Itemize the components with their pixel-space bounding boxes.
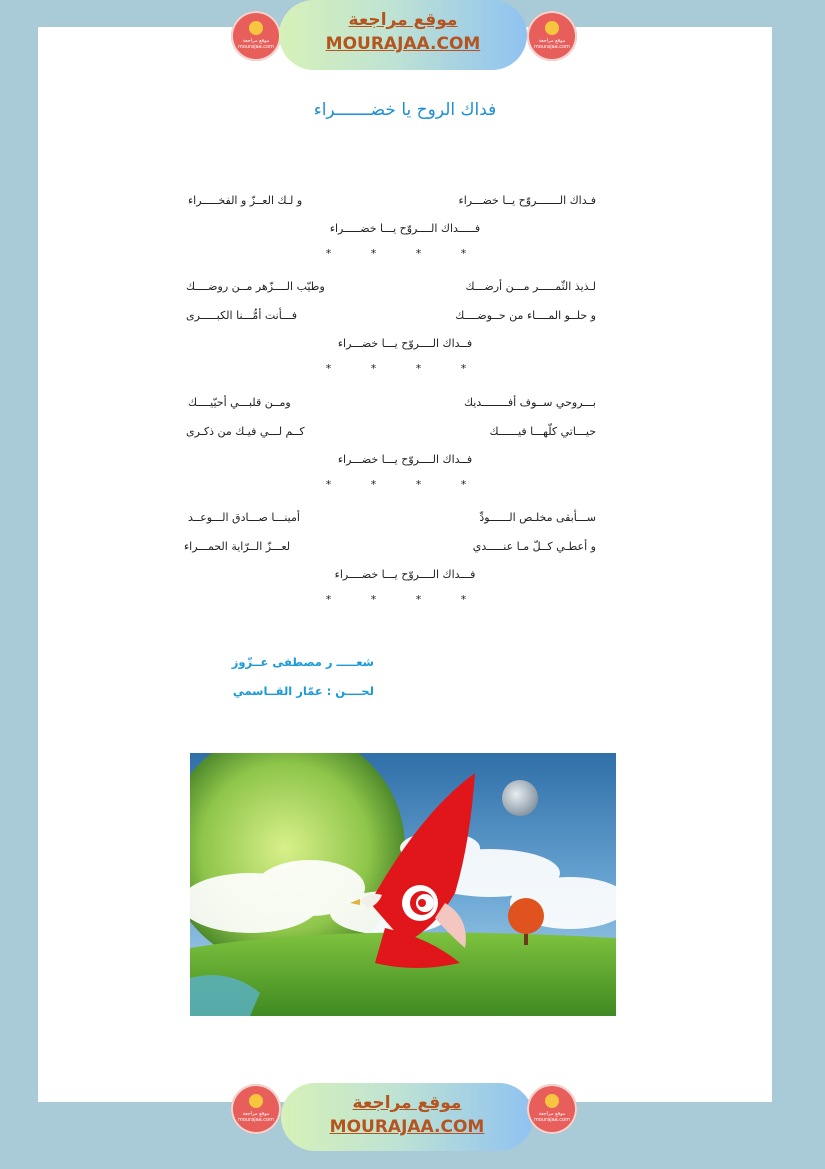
verse-right: ســـأبقى مخلـص الــــــودِّ — [479, 511, 596, 524]
refrain: فــداك الــــروّح يـــا خضـــراء — [337, 453, 473, 466]
document-page — [38, 10, 772, 1137]
site-name-en[interactable]: MOURAJAA.COM — [325, 34, 481, 54]
stanza-separator: * * * * — [325, 247, 485, 260]
site-banner-top[interactable] — [279, 0, 527, 70]
poem-title: فداك الروح يا خضـــــــراء — [313, 100, 497, 120]
site-logo-right-top[interactable] — [527, 11, 577, 61]
site-name-en[interactable]: MOURAJAA.COM — [329, 1117, 485, 1137]
logo-icon — [545, 1094, 559, 1108]
verse-left: لعـــزّ الــرّاية الحمـــراء — [184, 540, 291, 553]
logo-icon — [249, 1094, 263, 1108]
eagle-tunisian-flag-image — [190, 753, 616, 1016]
refrain: فـــداك الــــروّح يـــا خضــــراء — [334, 568, 476, 581]
logo-caption-ar: موقع مراجعة — [242, 1111, 270, 1117]
verse-right: و حلــو المــــاء من حــوضــــك — [455, 309, 596, 322]
logo-caption-en: mourajaa.com — [237, 44, 274, 50]
stanza-separator: * * * * — [325, 362, 485, 375]
verse-left: فـــأنت أمُّـــنا الكبـــــرى — [186, 309, 298, 322]
stanza-separator: * * * * — [325, 593, 485, 606]
site-logo-left-top[interactable] — [231, 11, 281, 61]
eagle-flag-illustration — [190, 753, 616, 1016]
site-logo-left-bottom[interactable] — [231, 1084, 281, 1134]
verse-right: فـداك الـــــــروّح يــا خضـــراء — [458, 194, 596, 207]
stanza-separator: * * * * — [325, 478, 485, 491]
logo-caption-en: mourajaa.com — [533, 1117, 570, 1123]
logo-caption-ar: موقع مراجعة — [538, 38, 566, 44]
refrain: فـــــداك الــــروّح يـــا خضـــــراء — [329, 222, 481, 235]
verse-right: بـــروحي ســوف أفــــــــديك — [463, 396, 596, 409]
logo-caption-en: mourajaa.com — [237, 1117, 274, 1123]
verse-right: و أعطـي كــلّ مـا عنـــــدي — [472, 540, 596, 553]
verse-right: لـذيذ الثّمـــــر مـــن أرضـــك — [465, 280, 596, 293]
site-name-ar[interactable]: موقع مراجعة — [352, 1093, 462, 1113]
poet-credit: شعـــــ ر مصطفى عــزّوز — [231, 655, 374, 669]
verse-left: وطيّب الــــزّهر مــن روضــــك — [186, 280, 325, 293]
logo-icon — [545, 21, 559, 35]
verse-left: أمينـــا صـــادق الـــوعــد — [188, 511, 300, 524]
verse-left: ومــن قلبـــي أحيّيــــك — [188, 396, 291, 409]
logo-caption-en: mourajaa.com — [533, 44, 570, 50]
refrain: فــداك الــــروّح يـــا خضـــراء — [337, 337, 473, 350]
logo-icon — [249, 21, 263, 35]
verse-left: كــم لـــي فيـك من ذكـرى — [186, 425, 305, 438]
site-banner-bottom[interactable] — [281, 1083, 533, 1151]
logo-caption-ar: موقع مراجعة — [242, 38, 270, 44]
site-logo-right-bottom[interactable] — [527, 1084, 577, 1134]
verse-left: و لـك العــزّ و الفخـــــراء — [188, 194, 303, 207]
composer-credit: لحــــن : عمّار القــاسمي — [232, 684, 374, 698]
site-name-ar[interactable]: موقع مراجعة — [348, 10, 458, 30]
logo-caption-ar: موقع مراجعة — [538, 1111, 566, 1117]
verse-right: حيـــاتي كلّهـــا فيــــــك — [489, 425, 596, 438]
